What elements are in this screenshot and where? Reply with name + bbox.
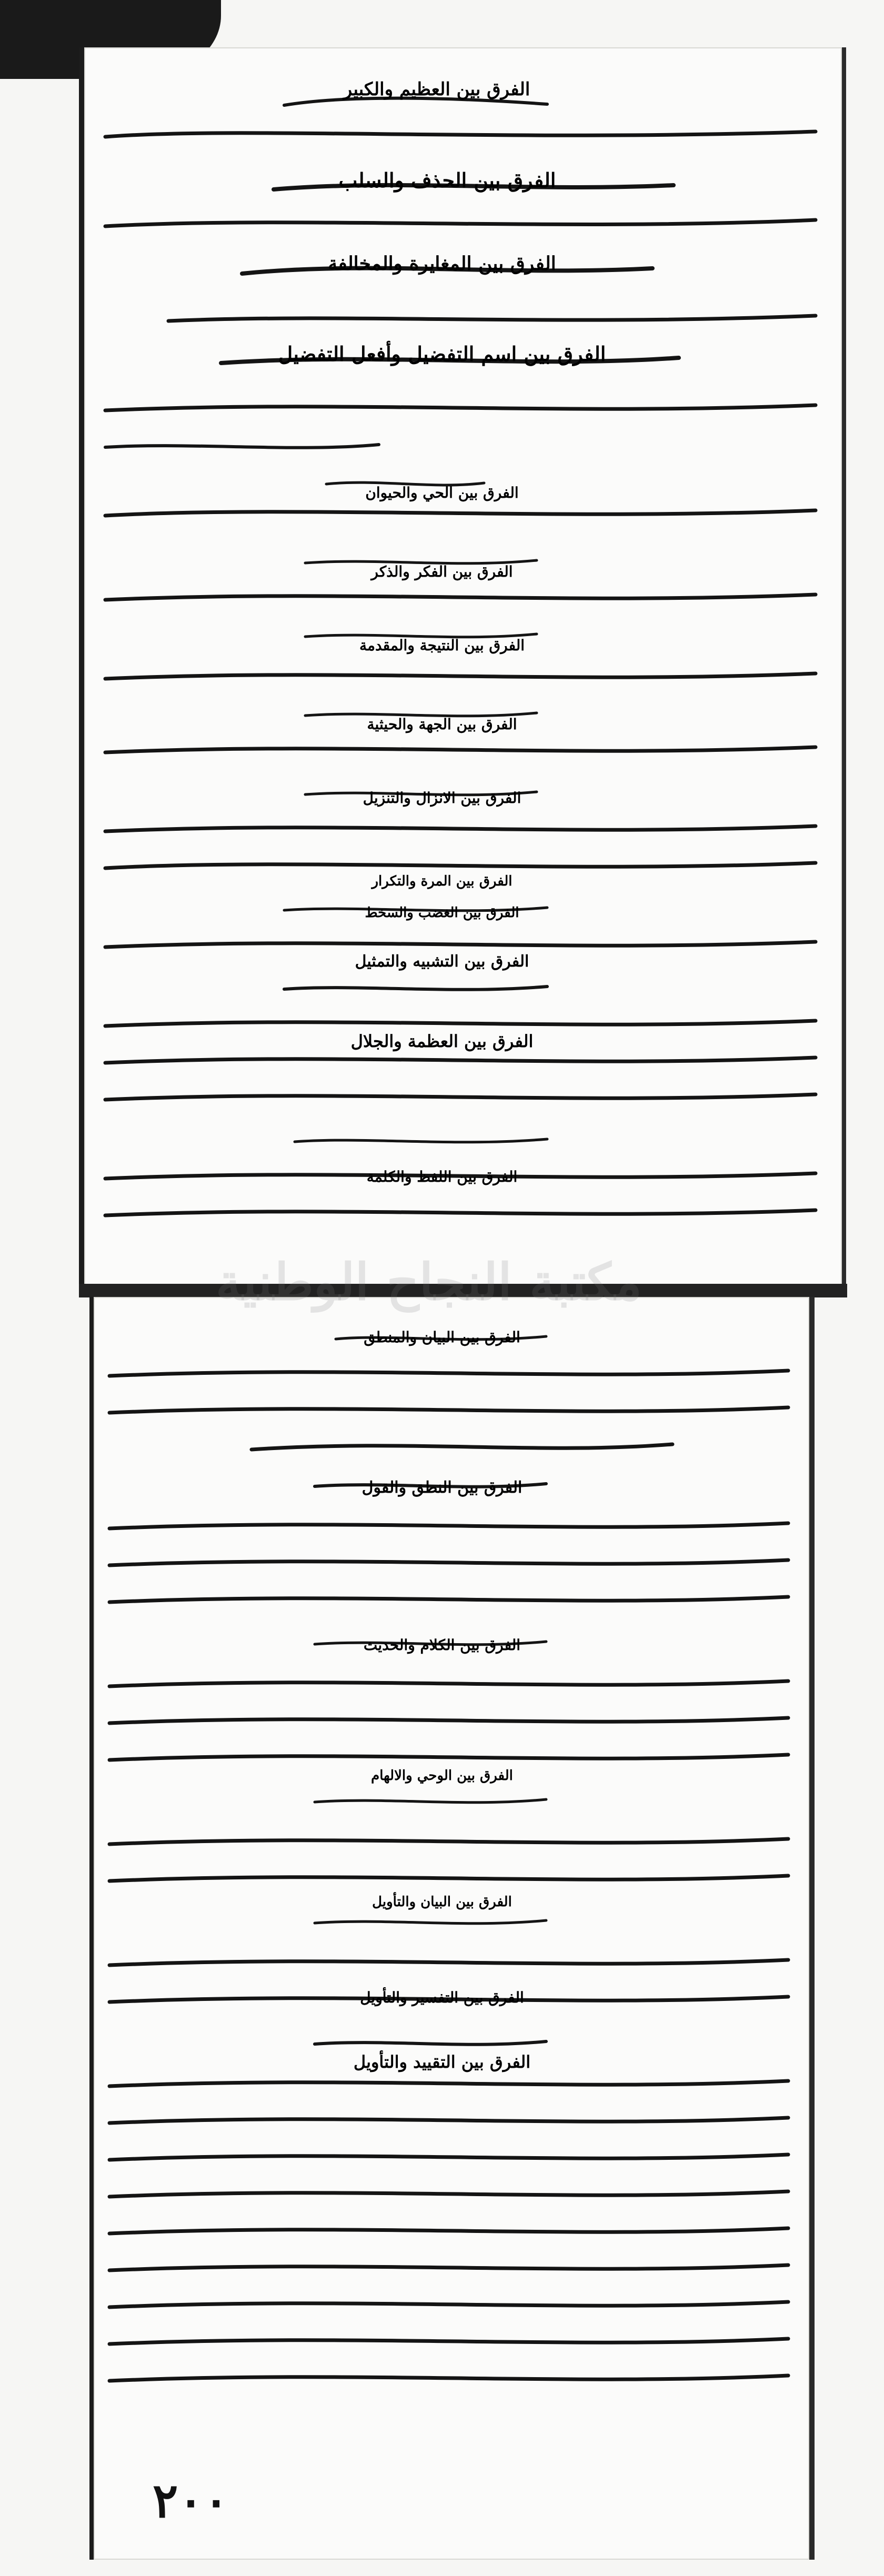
- heading-15: الفرق بين البيان والمنطق: [364, 1329, 520, 1346]
- heading-10: الفرق بين المرة والتكرار: [371, 873, 513, 889]
- heading-7: الفرق بين النتيجة والمقدمة: [359, 637, 525, 654]
- heading-18: الفرق بين الوحي والالهام: [371, 1768, 513, 1784]
- manuscript-leaf-upper: [79, 47, 846, 1289]
- handwritten-lines-upper: [84, 47, 842, 1289]
- heading-19: الفرق بين البيان والتأويل: [372, 1894, 512, 1910]
- heading-17: الفرق بين الكلام والحديث: [363, 1636, 521, 1654]
- heading-9: الفرق بين الانزال والتنزيل: [363, 789, 521, 807]
- heading-4: الفرق بين اسم التفضيل وأفعل التفضيل: [278, 342, 606, 366]
- heading-20: الفرق بين التفسير والتأويل: [360, 1989, 524, 2006]
- heading-1: الفرق بين العظيم والكبير: [343, 79, 530, 100]
- heading-8: الفرق بين الجهة والحيثية: [367, 716, 517, 733]
- heading-3: الفرق بين المغايرة والمخالفة: [328, 253, 556, 275]
- heading-11: الفرق بين الغضب والسخط: [365, 905, 519, 921]
- library-watermark: مكتبة النجاح الوطنية: [215, 1252, 642, 1312]
- folio-number: ٢٠٠: [153, 2473, 229, 2529]
- heading-13: الفرق بين العظمة والجلال: [350, 1031, 534, 1051]
- heading-2: الفرق بين الحذف والسلب: [338, 168, 556, 192]
- heading-14: الفرق بين اللفظ والكلمة: [366, 1168, 518, 1185]
- heading-5: الفرق بين الحي والحيوان: [365, 484, 519, 501]
- heading-21: الفرق بين التقييد والتأويل: [353, 2052, 531, 2072]
- heading-6: الفرق بين الفكر والذكر: [371, 563, 513, 580]
- heading-16: الفرق بين النطق والقول: [361, 1478, 523, 1497]
- heading-12: الفرق بين التشبيه والتمثيل: [355, 952, 529, 971]
